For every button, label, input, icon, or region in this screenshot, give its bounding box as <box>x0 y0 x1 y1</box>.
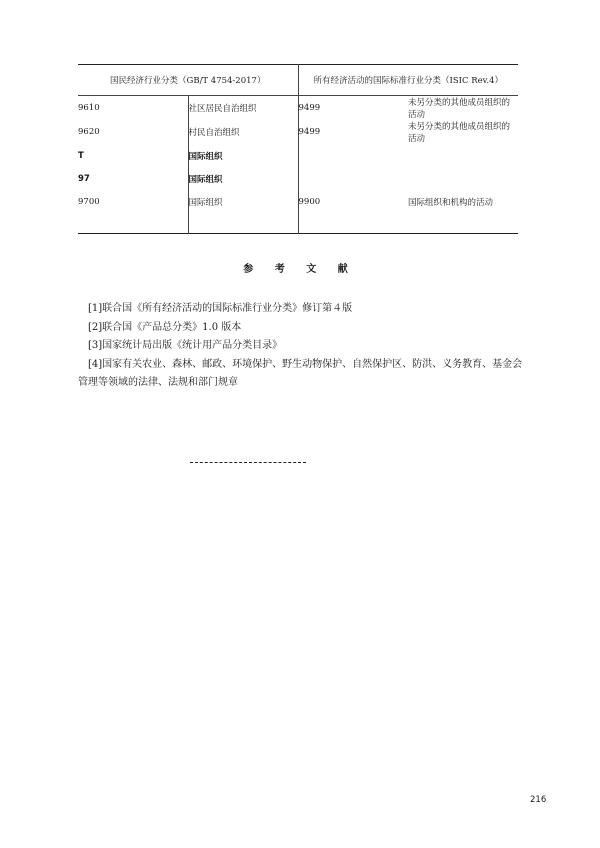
filler-cell <box>298 213 408 234</box>
reference-text: [1]联合国《所有经济活动的国际标准行业分类》修订第４版 <box>88 303 353 314</box>
table-row <box>78 144 518 167</box>
name-left: 社区居民自治组织 <box>188 96 298 121</box>
end-divider <box>190 462 306 463</box>
table-filler-row <box>78 213 518 234</box>
code-right: 9900 <box>298 196 321 207</box>
code-left: T <box>78 150 84 161</box>
code-right <box>298 144 408 167</box>
name-right: 未另分类的其他成员组织的活动 <box>408 98 511 120</box>
table-header-row <box>78 65 518 96</box>
reference-item <box>78 300 523 319</box>
reference-item <box>78 337 523 356</box>
reference-item <box>78 319 523 338</box>
code-right: 9499 <box>298 103 321 113</box>
references-list <box>78 300 523 393</box>
name-right: 国际组织和机构的活动 <box>408 197 494 208</box>
name-right: 未另分类的其他成员组织的活动 <box>408 122 511 144</box>
code-left: 9620 <box>78 127 100 137</box>
reference-text: [2]联合国《产品总分类》1.0 版本 <box>88 321 242 333</box>
name-left: 国际组织 <box>188 190 298 213</box>
table-row <box>78 120 518 144</box>
filler-cell <box>78 213 188 234</box>
table-row <box>78 96 518 121</box>
header-right: 所有经济活动的国际标准行业分类（ISIC Rev.4） <box>298 65 518 96</box>
name-left: 国际组织 <box>188 144 298 167</box>
table-row <box>78 167 518 190</box>
code-right <box>298 167 408 190</box>
reference-item <box>78 356 523 393</box>
classification-table-container <box>78 64 518 234</box>
code-left: 9700 <box>78 196 100 207</box>
reference-text: [3]国家统计局出版《统计用产品分类目录》 <box>88 340 283 351</box>
name-right <box>408 144 518 167</box>
code-left: 97 <box>78 173 90 184</box>
filler-cell <box>188 213 298 234</box>
filler-cell <box>408 213 518 234</box>
name-right <box>408 167 518 190</box>
name-left: 村民自治组织 <box>188 120 298 144</box>
code-left: 9610 <box>78 103 100 113</box>
references-title: 参 考 文 献 <box>243 264 357 275</box>
name-left: 国际组织 <box>188 167 298 190</box>
page-number: 216 <box>530 795 547 805</box>
code-right: 9499 <box>298 127 321 137</box>
table-row <box>78 190 518 213</box>
reference-text: [4]国家有关农业、森林、邮政、环境保护、野生动物保护、自然保护区、防洪、义务教育、基金会管理等领域的法律、法规和部门规章 <box>78 358 523 388</box>
header-left: 国民经济行业分类（GB/T 4754-2017） <box>78 65 298 96</box>
classification-table <box>78 64 518 234</box>
